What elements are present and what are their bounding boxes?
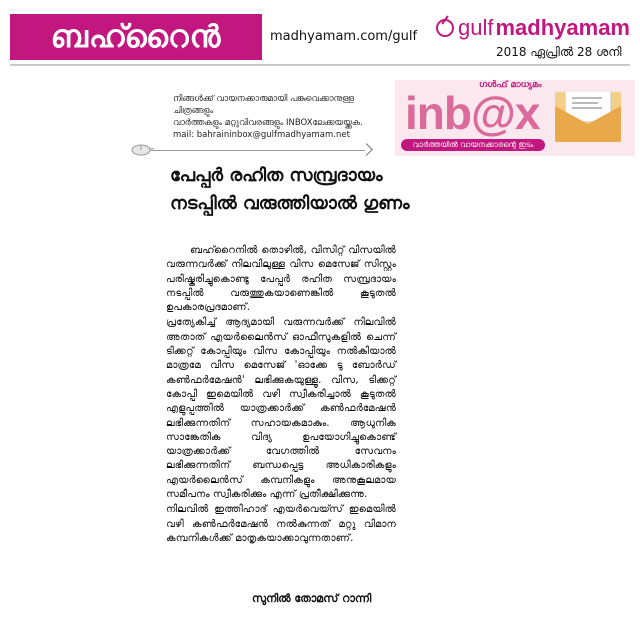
article-body — [166, 244, 396, 547]
computer-mouse-icon — [130, 142, 154, 156]
envelope-icon — [555, 92, 621, 142]
article-paragraph-1: ബഹ്റൈനിൽ തൊഴിൽ, വിസിറ്റ് വിസയിൽ വരുന്നവർക്ക് നിലവിലുള്ള വിസ മെസേജ് സിസ്റ്റം പരിഷ്കരിച്ചുകൊണ്ടു പേപ്പർ രഹിത സമ്പ്രദായം നടപ്പിൽ വരുത്തുകയാണെങ്കിൽ കൂടുതൽ ഉപകാരപ്രദമാണ്. — [166, 245, 396, 314]
article-paragraph-2: പ്രത്യേകിച്ച് ആദ്യമായി വരുന്നവർക്ക് നിലവിൽ അതാത് എയർലൈൻസ് ഓഫീസുകളിൽ ചെന്ന് ടിക്കറ്റ് കോപ്പിയും വിസ കോപ്പിയും നൽകിയാൽ മാത്രമേ വിസ മെസേജ് 'ഓക്കേ ടു ബോർഡ് കൺഫർമേഷൻ' ലഭിക്കുകയുള്ളൂ. വിസ, ടിക്കറ്റ് കോപ്പി ഇമെയിൽ വഴി സ്വീകരിച്ചാൽ കൂടുതൽ എളുപ്പത്തിൽ യാത്രക്കാർക്ക് കൺഫർമേഷൻ ലഭിക്കുന്നതിന് സഹായകമാകും. ആധുനിക സാങ്കേതിക വിദ്യ ഉപയോഗിച്ചുകൊണ്ട് യാത്രക്കാർക്ക് വേഗത്തിൽ സേവനം ലഭിക്കുന്നതിന് ബന്ധപ്പെട്ട അധികാരികളും എയർലൈൻസ് കമ്പനികളും അനുകൂലമായ സമീപനം സ്വീകരിക്കും എന്ന് പ്രതീക്ഷിക്കുന്നു. — [166, 317, 396, 501]
divider-arrow — [360, 143, 373, 156]
envelope-flap — [555, 106, 621, 142]
inbox-info-line1: നിങ്ങൾക്ക് വായനക്കാരുമായി പങ്കുവെക്കാനുള്ള ചിത്രങ്ങളും — [173, 94, 354, 116]
article-headline: പേപ്പർ രഹിത സമ്പ്രദായം നടപ്പിൽ വരുത്തിയാൽ ഗുണം — [170, 165, 410, 214]
publication-date: 2018 ഏപ്രിൽ 28 ശനി — [496, 45, 622, 59]
inbox-divider-line — [150, 150, 365, 151]
inbox-tagline: വാർത്തയിൽ വായനക്കാരന്റെ ഇടം — [401, 139, 545, 151]
article-paragraph-3: നിലവിൽ ഇത്തിഹാദ് എയർവെയ്സ് ഇമെയിൽ വഴി കൺഫർമേഷൻ നൽകുന്നത് മറ്റു വിമാന കമ്പനികൾക്ക് മാതൃകയാക്കാവുന്നതാണ്. — [166, 504, 396, 544]
header-divider — [10, 64, 630, 66]
article-byline: സുനിൽ തോമസ് റാന്നി — [252, 592, 372, 605]
pen-nib-icon — [436, 19, 454, 37]
inbox-info — [173, 93, 393, 141]
section-title-tab — [10, 14, 262, 60]
inbox-email: mail: bahraininbox@gulfmadhyamam.net — [173, 130, 350, 140]
section-title: ബഹ്റൈൻ — [50, 18, 222, 55]
inbox-logo — [395, 80, 635, 156]
site-url: madhyamam.com/gulf — [270, 29, 418, 44]
brand-logo — [436, 15, 630, 41]
brand-prefix: gulf — [458, 15, 494, 40]
inbox-logo-word: inb@x — [405, 87, 540, 139]
inbox-info-line2: വാർത്തകളും മറ്റുവിവരങ്ങളും INBOXലേക്കയയ്ക്കുക. — [173, 118, 363, 128]
brand-name: madhyamam — [495, 15, 630, 40]
inbox-logo-small-brand: ഗൾഫ് മാധ്യമം — [479, 80, 542, 90]
